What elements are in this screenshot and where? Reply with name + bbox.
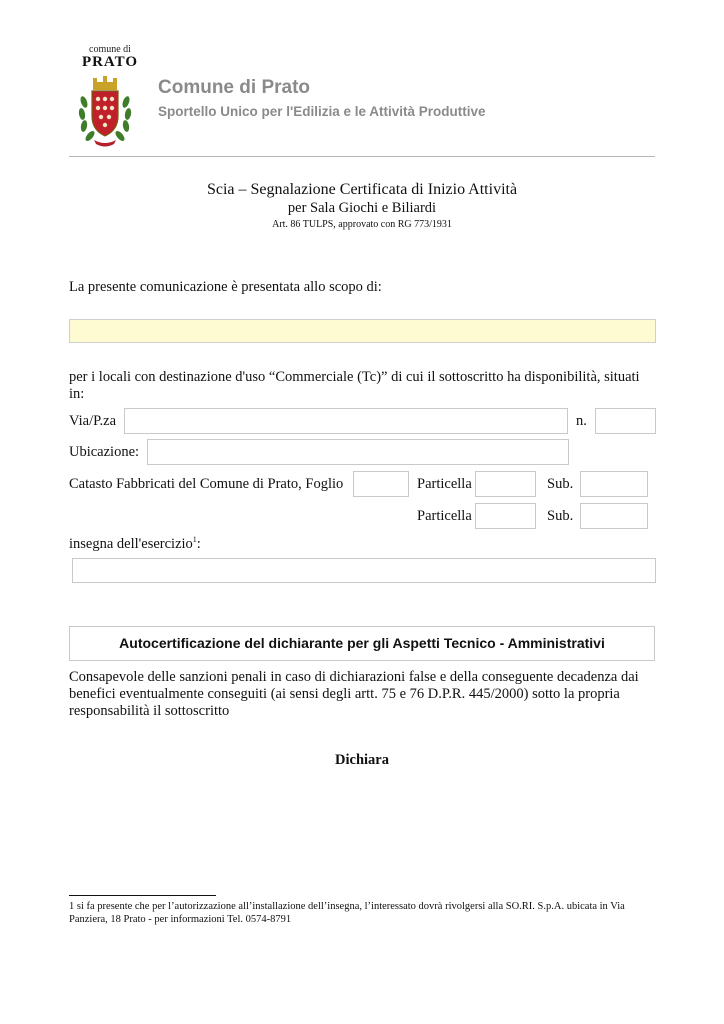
foglio-input[interactable] (353, 471, 409, 497)
footnote-line-2: Panziera, 18 Prato - per informazioni Tel. 0574-8791 (69, 914, 292, 925)
via-label: Via/P.za (69, 413, 117, 429)
parcel-label: Particella (417, 476, 472, 492)
header-divider (69, 156, 655, 157)
sign-label (69, 535, 201, 553)
document-subtitle: per Sala Giochi e Biliardi (287, 200, 437, 216)
section-body-line-1: Consapevole delle sanzioni penali in caso di dichiarazioni false e della conseguente decadenza dai (69, 669, 639, 685)
footnote-ref: 1 (192, 535, 197, 544)
footnote (69, 900, 659, 926)
parcel-input[interactable] (475, 471, 536, 497)
sign-label-text: insegna dell'esercizio (69, 535, 193, 552)
parcel-label-2: Particella (417, 508, 472, 524)
premises-text-line-1: per i locali con destinazione d'uso “Commerciale (Tc)” di cui il sottoscritto ha disponibilità, situati (69, 369, 640, 385)
sub-input[interactable] (580, 471, 648, 497)
number-input[interactable] (595, 408, 656, 434)
footnote-divider (69, 895, 216, 896)
sub-label: Sub. (547, 476, 574, 492)
sign-label-colon: : (196, 535, 201, 552)
sign-input[interactable] (72, 558, 656, 583)
via-input[interactable] (124, 408, 568, 434)
logo-caption-big: PRATO (81, 54, 139, 70)
cadastre-label: Catasto Fabbricati del Comune di Prato, Foglio (69, 476, 344, 492)
document-title: Scia – Segnalazione Certificata di Inizio Attività (206, 181, 518, 198)
location-label: Ubicazione: (69, 444, 140, 460)
intro-text: La presente comunicazione è presentata allo scopo di: (69, 279, 382, 295)
logo-caption-small: comune di (89, 44, 131, 55)
sub-input-2[interactable] (580, 503, 648, 529)
section-body-line-2: benefici eventualmente conseguiti (ai sensi degli artt. 75 e 76 D.P.R. 445/2000) sotto la propria (69, 686, 620, 702)
footnote-line-1: 1 si fa presente che per l’autorizzazione all’installazione dell’insegna, l’interessato dovrà rivolgersi alla SO.RI. S.p.A. ubicata in Via (69, 901, 625, 912)
parcel-input-2[interactable] (475, 503, 536, 529)
sub-label-2: Sub. (547, 508, 574, 524)
location-input[interactable] (147, 439, 569, 465)
header-subtitle: Sportello Unico per l'Edilizia e le Attività Produttive (158, 104, 486, 119)
number-label: n. (576, 413, 587, 429)
premises-text-line-2: in: (69, 386, 85, 402)
header-title: Comune di Prato (158, 77, 311, 98)
section-title: Autocertificazione del dichiarante per gli Aspetti Tecnico - Amministrativi (69, 626, 655, 661)
declares-heading: Dichiara (335, 752, 389, 768)
document-reference: Art. 86 TULPS, approvato con RG 773/1931 (272, 219, 452, 230)
purpose-field[interactable] (69, 319, 656, 343)
coat-of-arms-icon (76, 72, 134, 150)
section-body-line-3: responsabilità il sottoscritto (69, 703, 230, 719)
